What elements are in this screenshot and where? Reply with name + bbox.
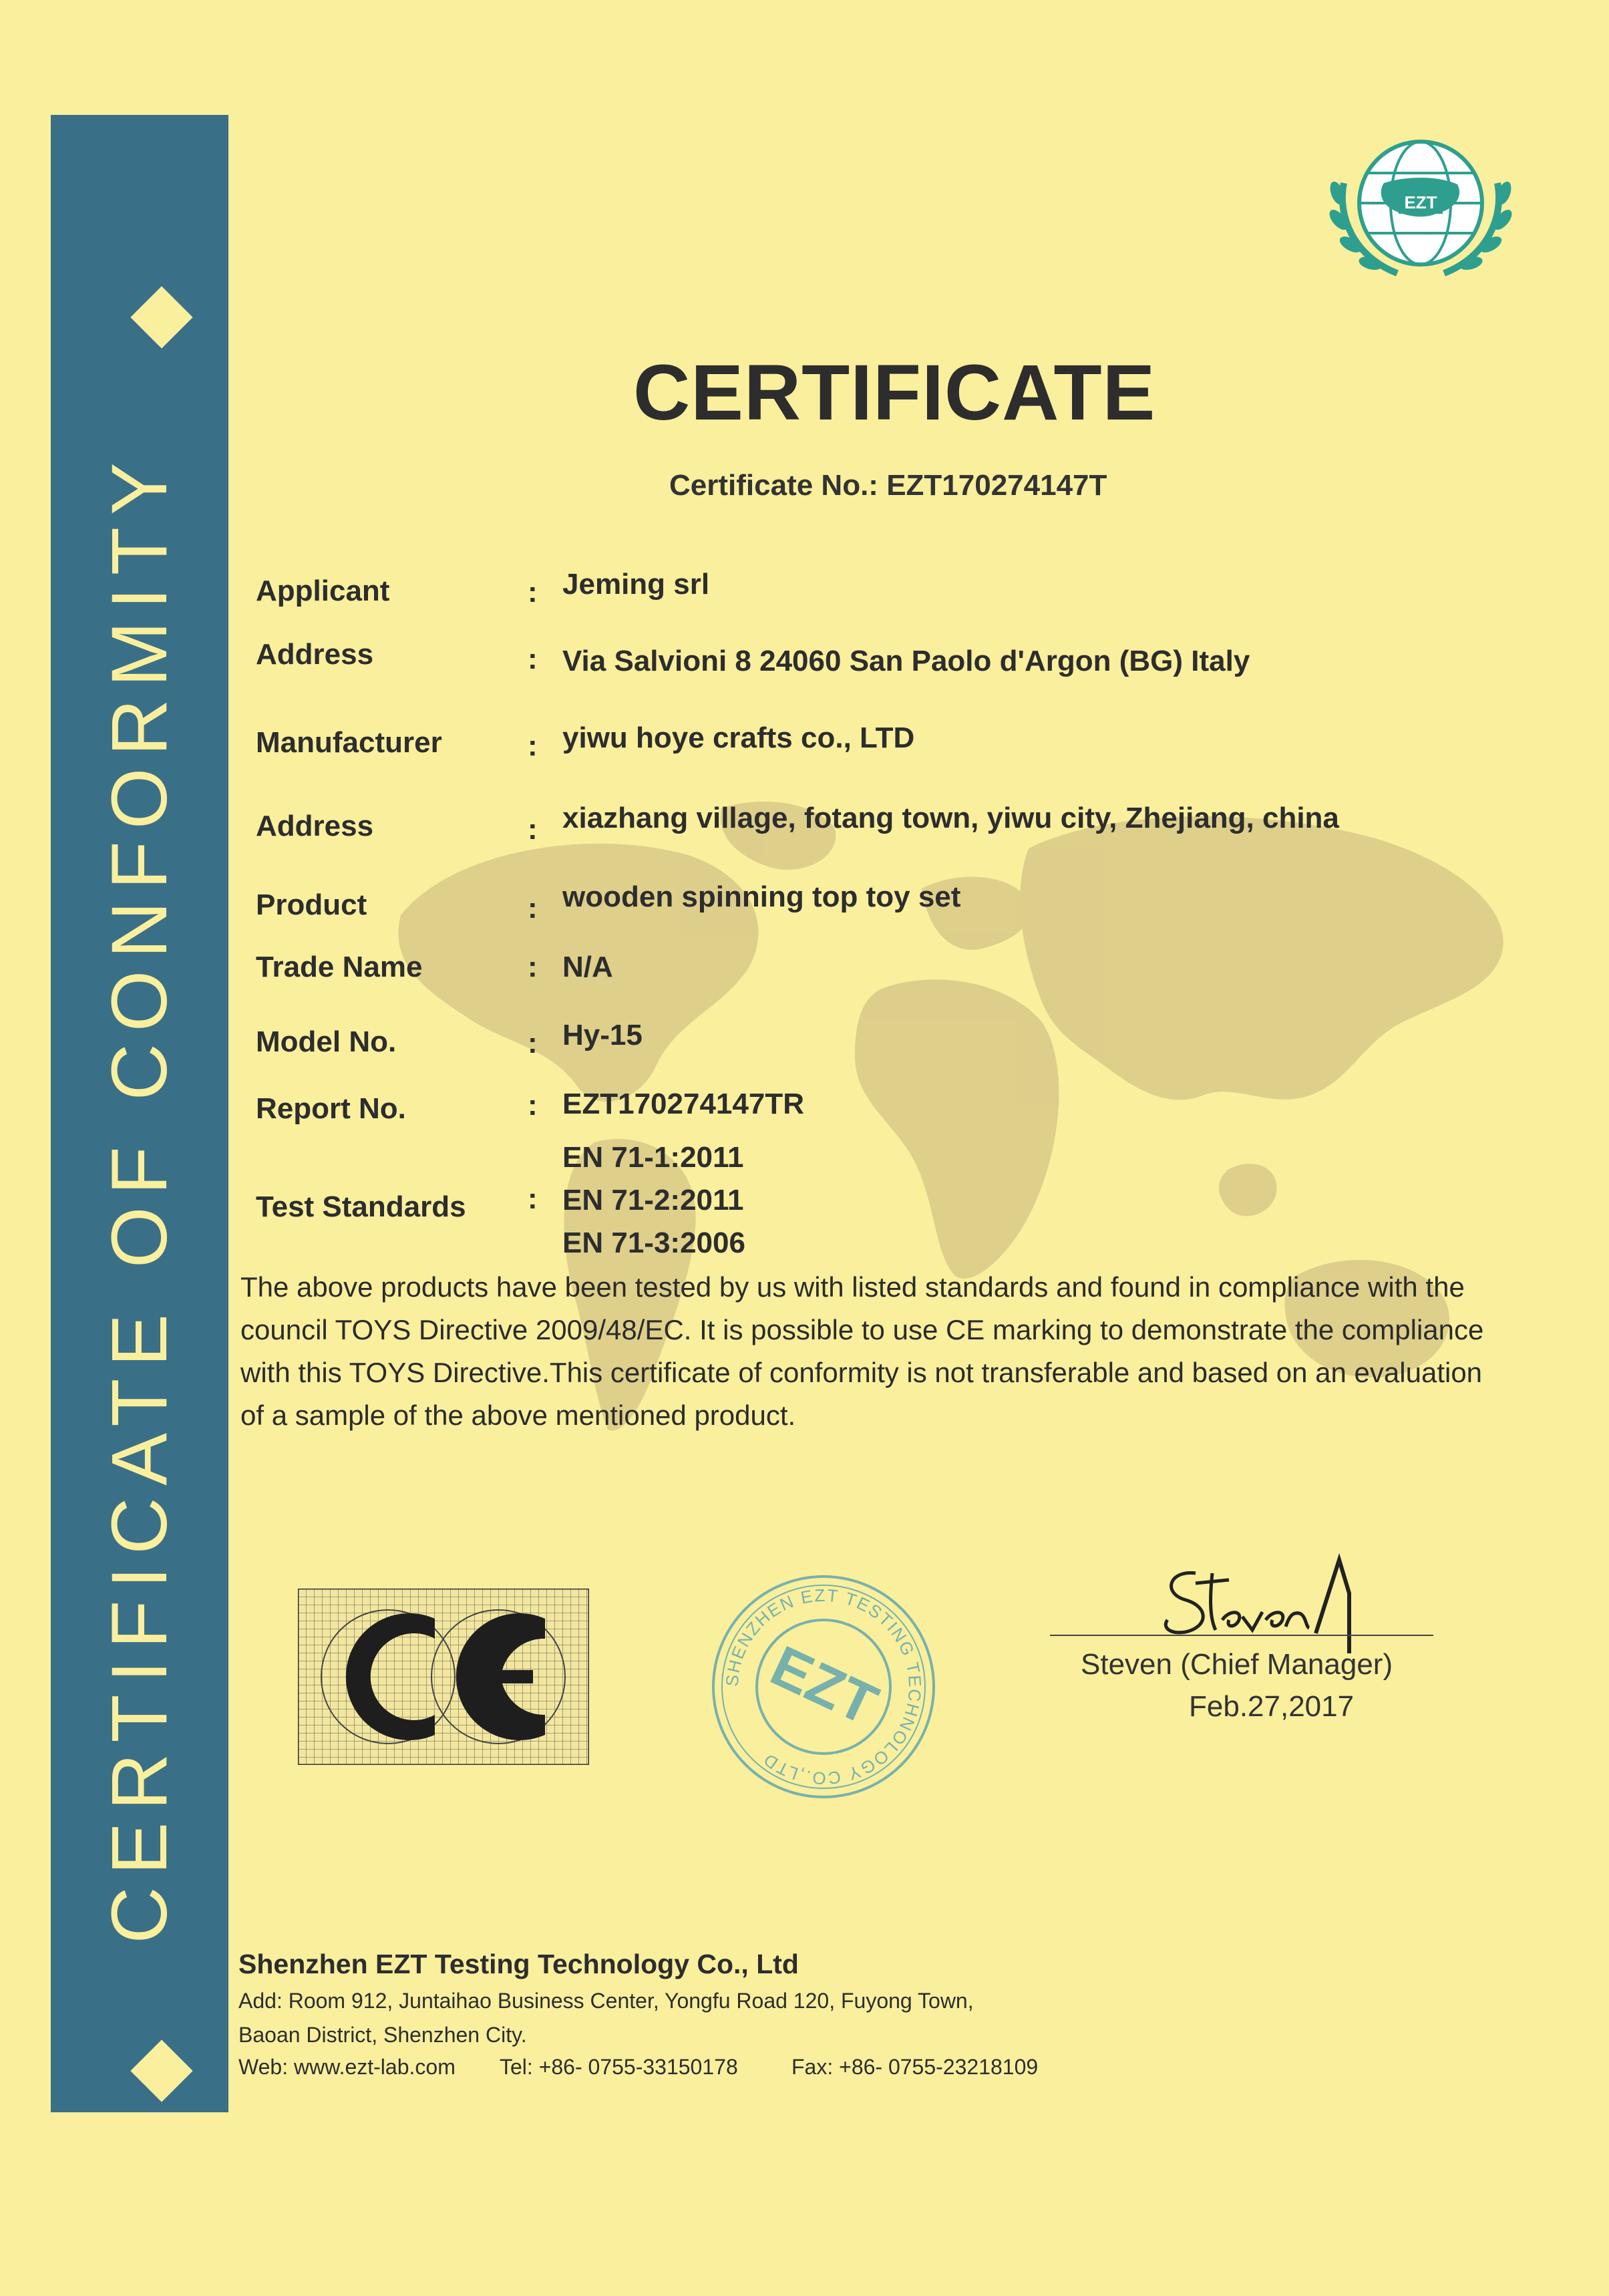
- test-standard-item: EN 71-2:2011: [562, 1184, 744, 1216]
- model-no-value: Hy-15: [562, 1019, 643, 1051]
- compliance-paragraph: [240, 1266, 1543, 1437]
- trade-name-value: N/A: [562, 951, 613, 983]
- diamond-icon: [130, 2039, 192, 2102]
- signature-date: Feb.27,2017: [1189, 1690, 1355, 1723]
- footer-fax: Fax: +86- 0755-23218109: [791, 2055, 1039, 2079]
- colon: :: [528, 576, 538, 609]
- certificate-number-label: Certificate No.:: [669, 469, 878, 502]
- manufacturer-address-label: Address: [256, 810, 374, 842]
- applicant-address-value: Via Salvioni 8 24060 San Paolo d'Argon (BG) Italy: [562, 645, 1250, 677]
- page-title: CERTIFICATE: [633, 349, 1156, 437]
- test-standard-item: EN 71-3:2006: [562, 1226, 745, 1259]
- signer-name: Steven (Chief Manager): [1081, 1648, 1393, 1681]
- diamond-icon: [130, 286, 192, 348]
- colon: :: [528, 1089, 538, 1122]
- report-no-value: EZT170274147TR: [562, 1088, 804, 1120]
- colon: :: [528, 643, 538, 675]
- colon: :: [528, 1182, 538, 1215]
- colon: :: [528, 892, 538, 925]
- footer-address-line: Add: Room 912, Juntaihao Business Center, Yongfu Road 120, Fuyong Town,: [238, 1989, 974, 2013]
- colon: :: [528, 729, 538, 762]
- paragraph-line: with this TOYS Directive.This certificate of conformity is not transferable and based on an evaluation: [240, 1357, 1483, 1388]
- test-standard-item: EN 71-1:2011: [562, 1141, 744, 1174]
- applicant-value: Jeming srl: [562, 568, 710, 601]
- paragraph-line: of a sample of the above mentioned product.: [240, 1400, 796, 1431]
- applicant-label: Applicant: [256, 575, 390, 607]
- model-no-label: Model No.: [256, 1025, 397, 1058]
- applicant-address-label: Address: [256, 638, 374, 671]
- manufacturer-label: Manufacturer: [256, 726, 442, 759]
- manufacturer-address-value: xiazhang village, fotang town, yiwu city, Zhejiang, china: [562, 802, 1339, 834]
- signature: [1149, 1553, 1436, 1653]
- signature-line: [1050, 1635, 1433, 1636]
- manufacturer-value: yiwu hoye crafts co., LTD: [562, 721, 915, 754]
- svg-text:EZT: EZT: [761, 1633, 887, 1738]
- footer-address-line: Baoan District, Shenzhen City.: [238, 2023, 527, 2047]
- paragraph-line: The above products have been tested by us with listed standards and found in compliance with the: [240, 1271, 1465, 1303]
- report-no-label: Report No.: [256, 1092, 406, 1125]
- product-label: Product: [256, 888, 367, 921]
- footer-web: Web: www.ezt-lab.com: [238, 2055, 456, 2079]
- footer-company: Shenzhen EZT Testing Technology Co., Ltd: [238, 1949, 799, 1979]
- certificate-number: [669, 469, 1107, 502]
- product-value: wooden spinning top toy set: [562, 880, 961, 913]
- svg-text:EZT: EZT: [1404, 192, 1437, 212]
- colon: :: [528, 951, 538, 983]
- company-seal-stamp: [708, 1571, 939, 1802]
- paragraph-line: council TOYS Directive 2009/48/EC. It is possible to use CE marking to demonstrate the compliance: [240, 1314, 1484, 1345]
- footer-tel: Tel: +86- 0755-33150178: [500, 2055, 738, 2079]
- colon: :: [528, 813, 538, 846]
- ezt-globe-logo: [1324, 130, 1517, 287]
- test-standards-label: Test Standards: [256, 1190, 466, 1223]
- colon: :: [528, 1027, 538, 1059]
- svg-text:SHENZHEN EZT TESTING TECHNOLOG: SHENZHEN EZT TESTING TECHNOLOGY CO.,LTD: [721, 1585, 926, 1789]
- ce-mark-icon: [298, 1589, 589, 1765]
- certificate-number-value: EZT170274147T: [886, 469, 1107, 502]
- world-map-watermark: [374, 768, 1550, 1570]
- side-band-text: CERTIFICATE OF CONFORMITY: [96, 450, 184, 1944]
- trade-name-label: Trade Name: [256, 951, 423, 983]
